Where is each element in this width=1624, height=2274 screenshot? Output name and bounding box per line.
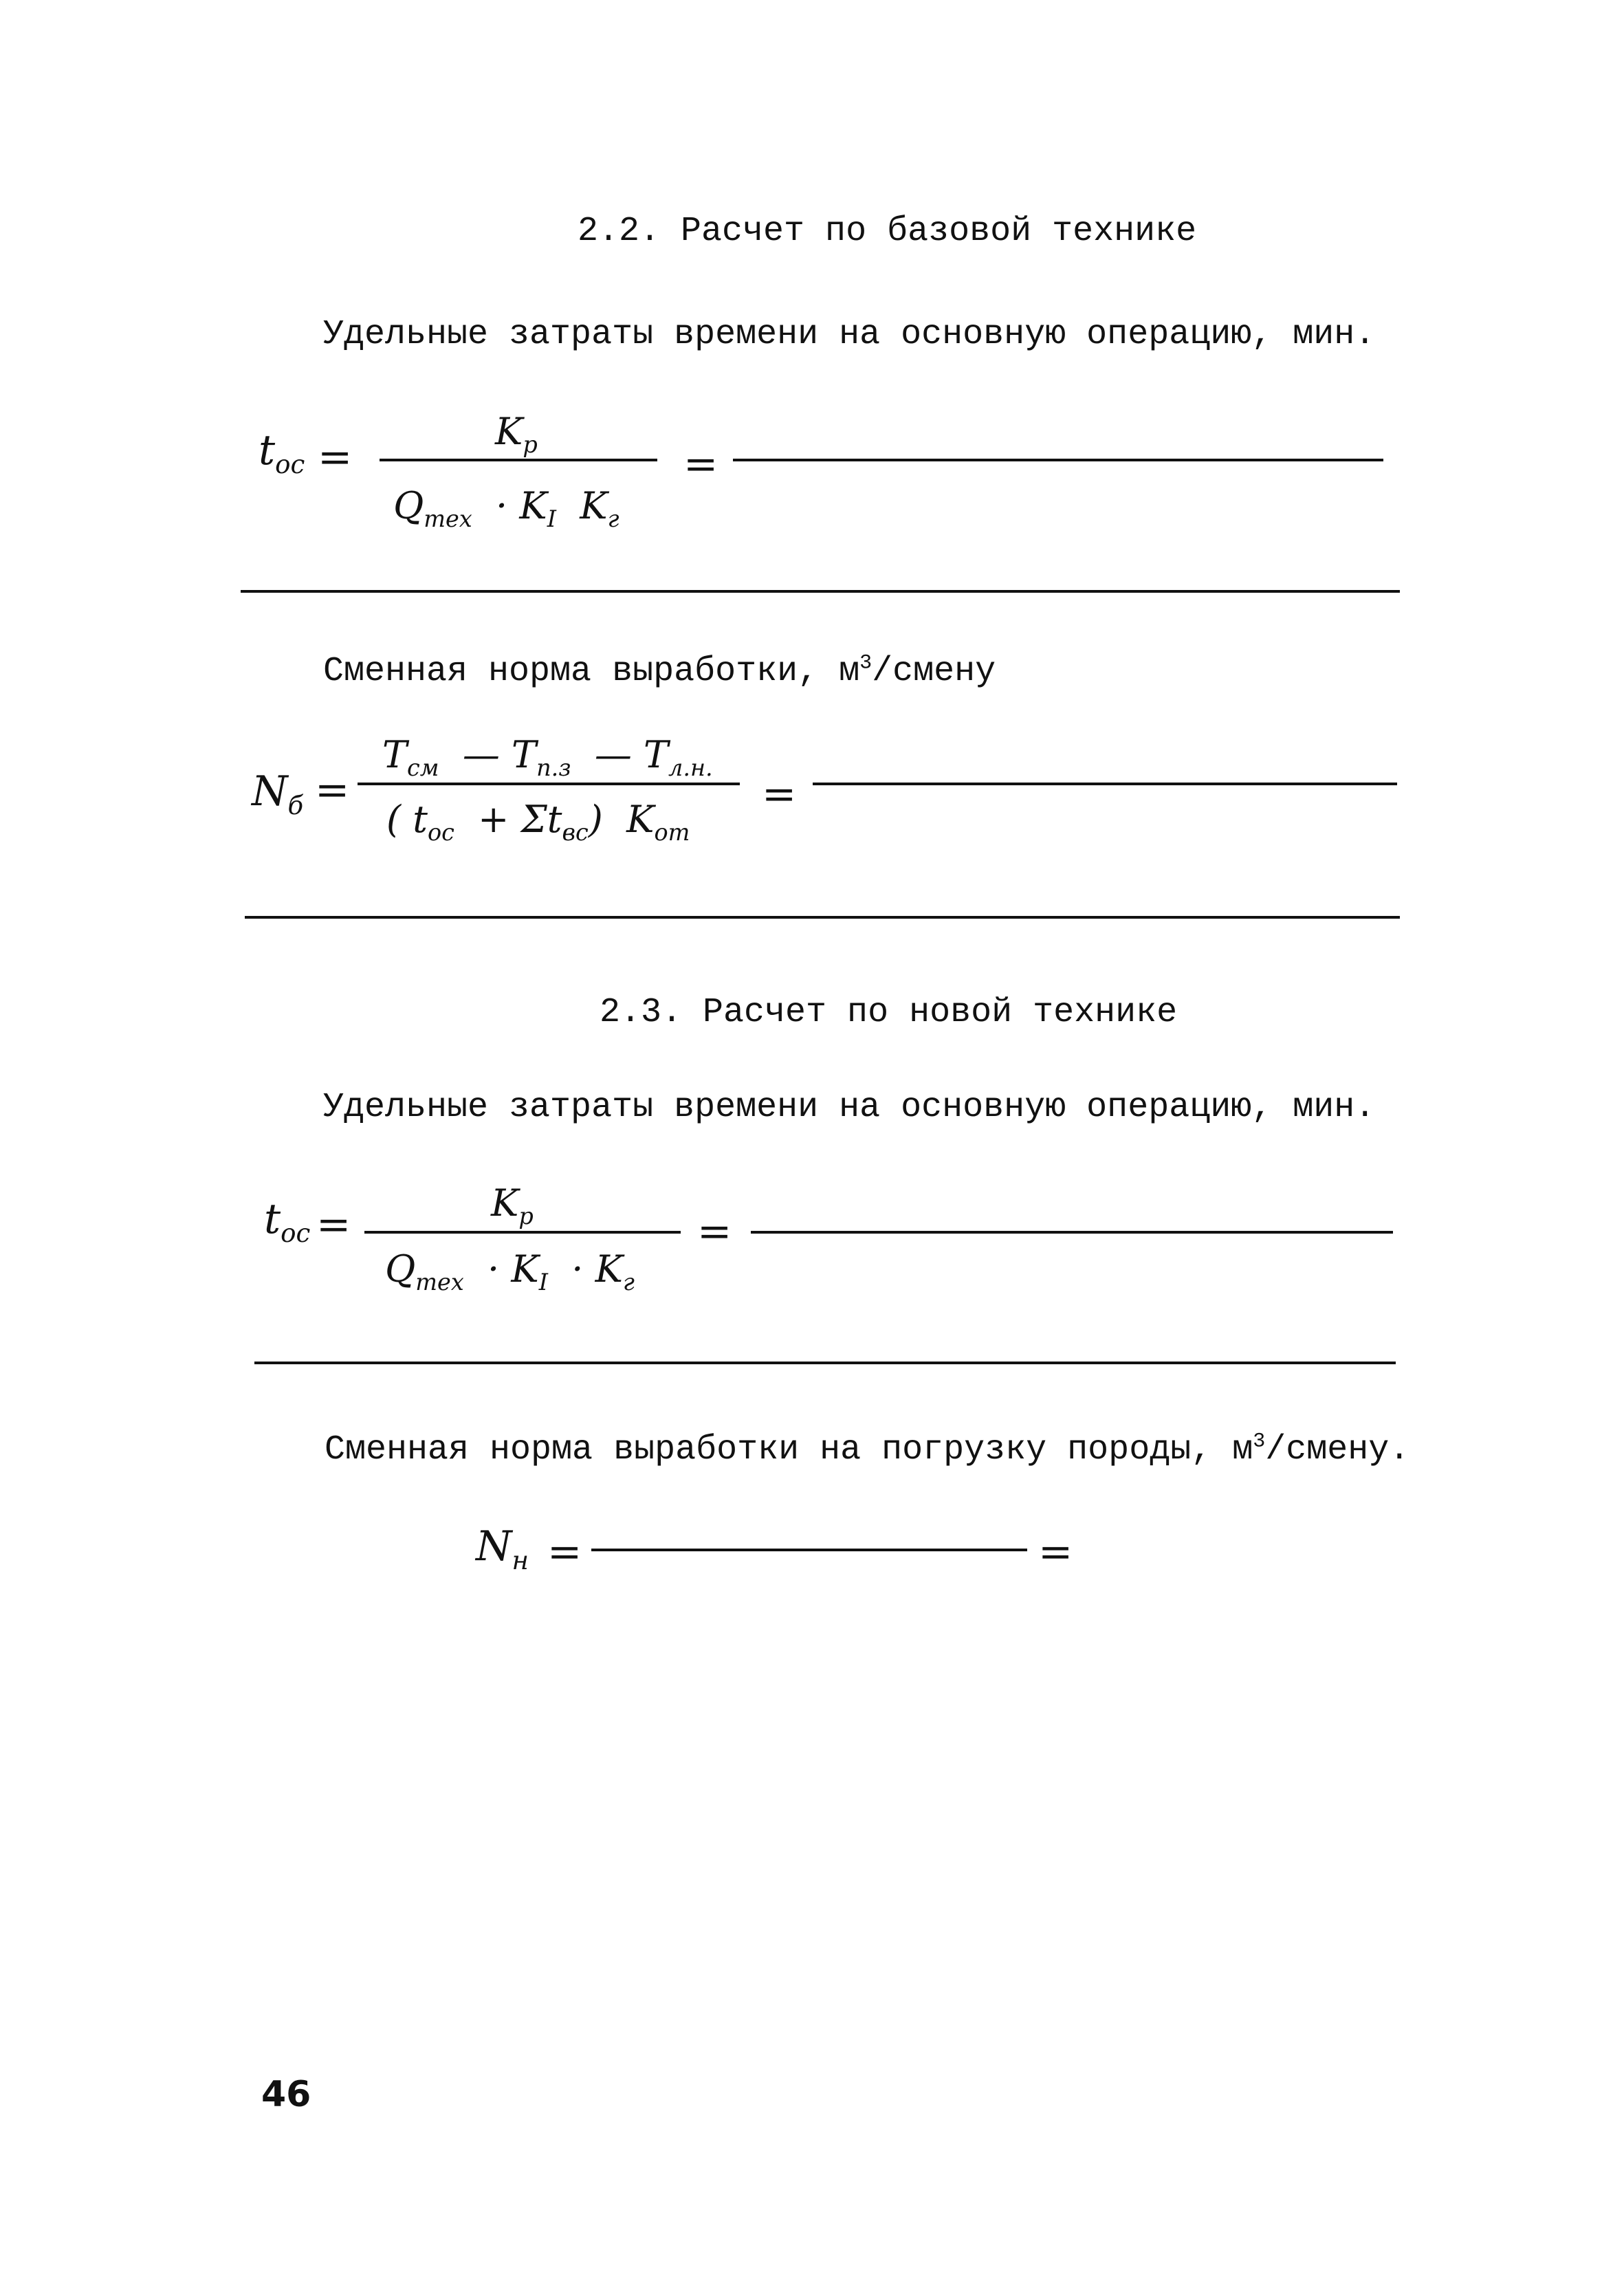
fraction-bar	[358, 783, 740, 785]
answer-line	[254, 1362, 1396, 1364]
answer-blank-line	[733, 459, 1383, 461]
fraction-bar	[380, 459, 657, 461]
answer-line	[245, 916, 1400, 919]
formula-denominator: ( $t_{ос} + \Sigma t_{вс}$) $K_{от}$	[386, 798, 690, 846]
formula-denominator: $Q_{тех} \cdot K_I \cdot K_г$	[385, 1247, 635, 1295]
formula-denominator: $Q_{тех} \cdot K_I$ $K_г$	[393, 484, 619, 532]
answer-blank-line	[751, 1231, 1393, 1234]
loading-norm-label: Сменная норма выработки на погрузку породы, $м^3$/смену.	[325, 1430, 1410, 1469]
page-number: 46	[261, 2074, 311, 2115]
equals-sign: =	[683, 440, 718, 488]
equals-sign: =	[318, 433, 353, 481]
equals-sign: =	[315, 766, 350, 814]
formula-numerator: $K_р$	[491, 1181, 534, 1229]
formula-lhs: $t_{ос}$	[259, 426, 305, 479]
answer-blank-line	[591, 1549, 1027, 1551]
answer-line	[241, 590, 1400, 593]
formula-lhs: $t_{ос}$	[264, 1195, 311, 1248]
section-23-heading: 2.3. Расчет по новой технике	[600, 993, 1178, 1032]
equals-sign: =	[762, 770, 797, 818]
section-22-heading: 2.2. Расчет по базовой технике	[578, 212, 1197, 251]
equals-sign: =	[547, 1528, 582, 1576]
formula-lhs: $N_н$	[476, 1522, 529, 1575]
equals-sign: =	[1038, 1528, 1073, 1576]
answer-blank-line	[813, 783, 1397, 785]
equals-sign: =	[697, 1207, 732, 1256]
formula-lhs: $N_б$	[252, 767, 304, 820]
unit-time-label-new: Удельные затраты времени на основную операцию, мин.	[323, 1088, 1376, 1127]
equals-sign: =	[316, 1201, 351, 1249]
fraction-bar	[364, 1231, 681, 1234]
formula-numerator: $K_р$	[495, 410, 538, 458]
shift-norm-label-base: Сменная норма выработки, $м^3$/смену	[323, 651, 996, 691]
unit-time-label-base: Удельные затраты времени на основную операцию, мин.	[323, 315, 1376, 354]
formula-numerator: $T_{см}$ — $T_{п.з}$ — $T_{л.н.}$	[382, 733, 713, 781]
